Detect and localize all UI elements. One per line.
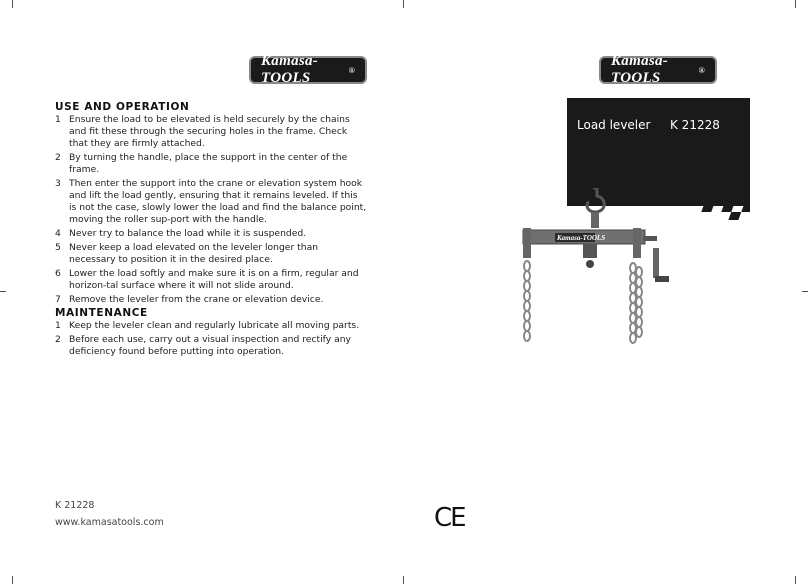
- step-number: 5: [55, 242, 61, 253]
- crop-mark: [795, 576, 796, 584]
- maintenance-steps: [55, 320, 367, 360]
- product-code: K 21228: [670, 118, 720, 132]
- right-chain: [630, 263, 642, 343]
- hook-icon: [587, 188, 604, 212]
- list-item: [55, 114, 367, 150]
- registered-mark: ®: [348, 65, 355, 75]
- load-leveler-illustration: [515, 188, 675, 348]
- crop-mark: [0, 291, 6, 292]
- usage-steps: [55, 114, 367, 308]
- product-name: Load leveler: [577, 118, 651, 132]
- crop-mark: [403, 0, 404, 8]
- left-chain: [524, 261, 530, 341]
- list-item: [55, 242, 367, 266]
- bar-label: Kamasa-TOOLS: [557, 234, 606, 242]
- list-item: [55, 320, 367, 332]
- list-item: [55, 228, 367, 240]
- step-text: By turning the handle, place the support in the center of the frame.: [69, 152, 348, 175]
- step-number: 6: [55, 268, 61, 279]
- footer-website: www.kamasatools.com: [55, 517, 164, 528]
- usage-title: USE AND OPERATION: [55, 101, 190, 113]
- step-text: Keep the leveler clean and regularly lubricate all moving parts.: [69, 320, 360, 331]
- step-number: 3: [55, 178, 61, 189]
- step-number: 1: [55, 320, 61, 331]
- step-number: 7: [55, 294, 61, 305]
- crop-mark: [12, 576, 13, 584]
- brand-logo-right: [599, 53, 717, 86]
- crop-mark: [12, 0, 13, 8]
- ce-mark-icon: CE: [434, 503, 465, 533]
- list-item: [55, 178, 367, 226]
- crop-mark: [802, 291, 808, 292]
- list-item: [55, 268, 367, 292]
- step-text: Then enter the support into the crane or elevation system hook and lift the load gently, ensuring that it remains leveled. If this is not the case, slowly lower the load and find the balance point, moving the roller sup-port with the handle.: [69, 178, 367, 225]
- list-item: [55, 334, 367, 358]
- list-item: [55, 152, 367, 176]
- brand-logo-text: Kamasa-TOOLS: [611, 53, 669, 86]
- maintenance-title: MAINTENANCE: [55, 307, 148, 319]
- step-number: 2: [55, 152, 61, 163]
- checkered-flag-pattern: [676, 188, 750, 228]
- crop-mark: [403, 576, 404, 584]
- brand-logo-left: [249, 53, 367, 86]
- list-item: [55, 294, 367, 306]
- footer-model: K 21228: [55, 500, 95, 511]
- step-number: 4: [55, 228, 61, 239]
- step-number: 2: [55, 334, 61, 345]
- step-text: Never keep a load elevated on the leveler longer than necessary to position it in the desired place.: [69, 242, 319, 265]
- brand-logo-text: Kamasa-TOOLS: [261, 53, 319, 86]
- registered-mark: ®: [698, 65, 705, 75]
- step-text: Ensure the load to be elevated is held securely by the chains and fit these through the securing holes in the frame. Check that they are firmly attached.: [69, 114, 350, 149]
- step-number: 1: [55, 114, 61, 125]
- step-text: Never try to balance the load while it is suspended.: [69, 228, 307, 239]
- step-text: Lower the load softly and make sure it is on a firm, regular and horizon-tal surface where it will not slide around.: [69, 268, 359, 291]
- step-text: Remove the leveler from the crane or elevation device.: [69, 294, 324, 305]
- step-text: Before each use, carry out a visual inspection and rectify any deficiency found before putting into operation.: [69, 334, 351, 357]
- crop-mark: [795, 0, 796, 8]
